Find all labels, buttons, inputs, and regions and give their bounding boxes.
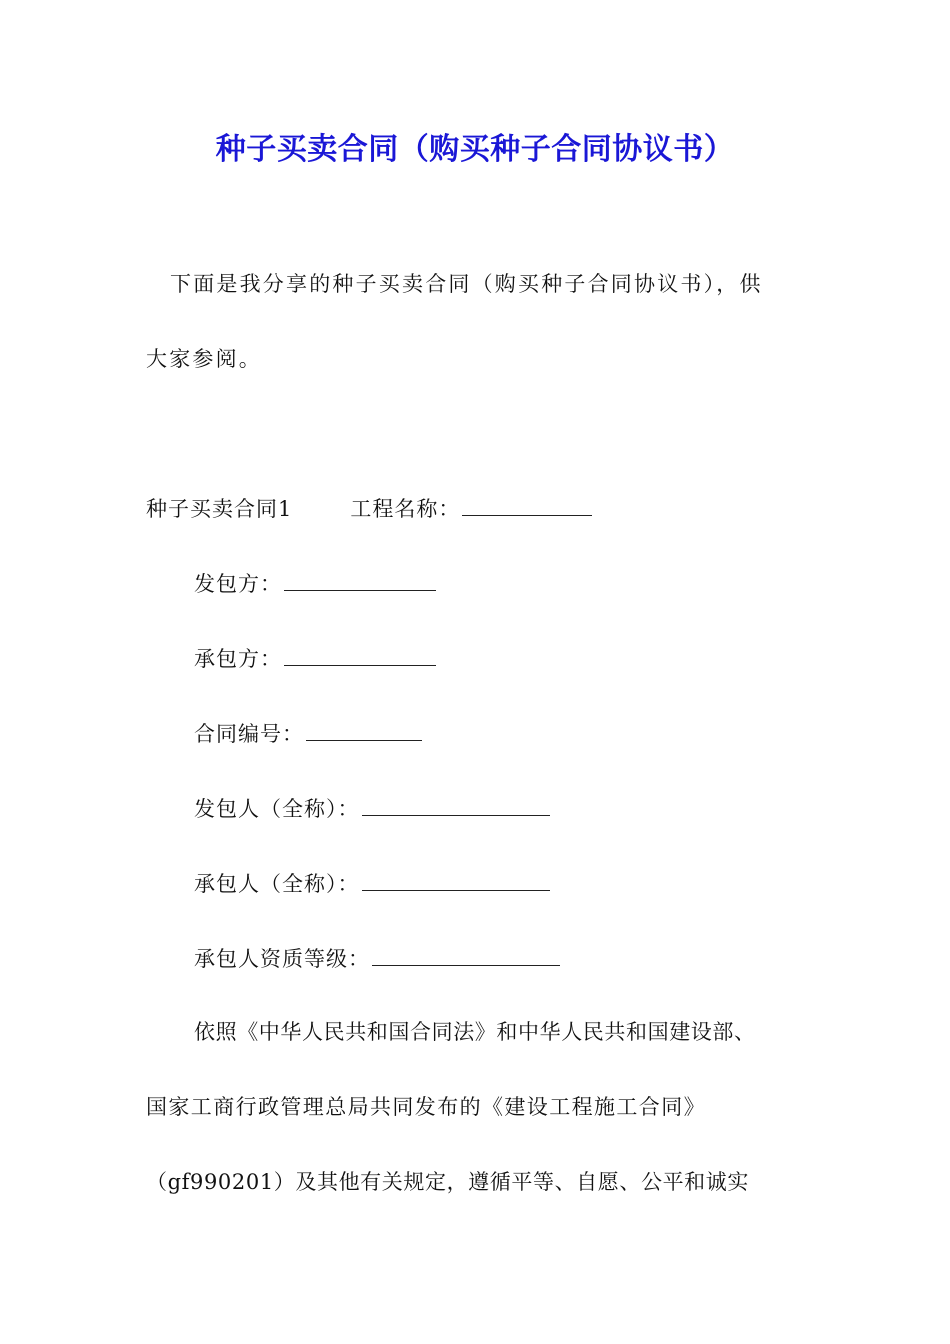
- body-line-1: 依照《中华人民共和国合同法》和中华人民共和国建设部、: [194, 1020, 756, 1044]
- field-row-contractor: [194, 643, 436, 675]
- intro-line-1: 下面是我分享的种子买卖合同（购买种子合同协议书），供: [170, 272, 763, 296]
- field-blank-contractor-fullname: [362, 870, 550, 891]
- field-row-employer: [194, 568, 436, 600]
- field-row-contractor-qualification: [194, 943, 560, 975]
- field-row-contract-number: [194, 718, 422, 750]
- intro-line-2: 大家参阅。: [146, 347, 262, 371]
- field-label-contractor: 承包方：: [194, 647, 282, 671]
- contract-heading: 种子买卖合同1: [146, 497, 293, 521]
- field-blank-contractor: [284, 645, 436, 666]
- field-label-contractor-fullname: 承包人（全称）：: [194, 872, 360, 896]
- field-row-employer-fullname: [194, 793, 550, 825]
- field-blank-employer-fullname: [362, 795, 550, 816]
- document-title: 种子买卖合同（购买种子合同协议书）: [215, 132, 735, 167]
- field-label-contract-number: 合同编号：: [194, 722, 304, 746]
- field-blank-contractor-qualification: [372, 945, 560, 966]
- field-blank-contract-number: [306, 720, 422, 741]
- field-label-employer-fullname: 发包人（全称）：: [194, 797, 360, 821]
- body-line-3: （gf990201）及其他有关规定，遵循平等、自愿、公平和诚实: [146, 1170, 749, 1194]
- project-name-label: 工程名称：: [350, 497, 461, 521]
- body-line-2: 国家工商行政管理总局共同发布的《建设工程施工合同》: [146, 1095, 706, 1119]
- field-label-employer: 发包方：: [194, 572, 282, 596]
- field-label-contractor-qualification: 承包人资质等级：: [194, 947, 370, 971]
- field-row-contractor-fullname: [194, 868, 550, 900]
- project-name-blank: [462, 495, 592, 516]
- contract-heading-row: [146, 493, 592, 525]
- field-blank-employer: [284, 570, 436, 591]
